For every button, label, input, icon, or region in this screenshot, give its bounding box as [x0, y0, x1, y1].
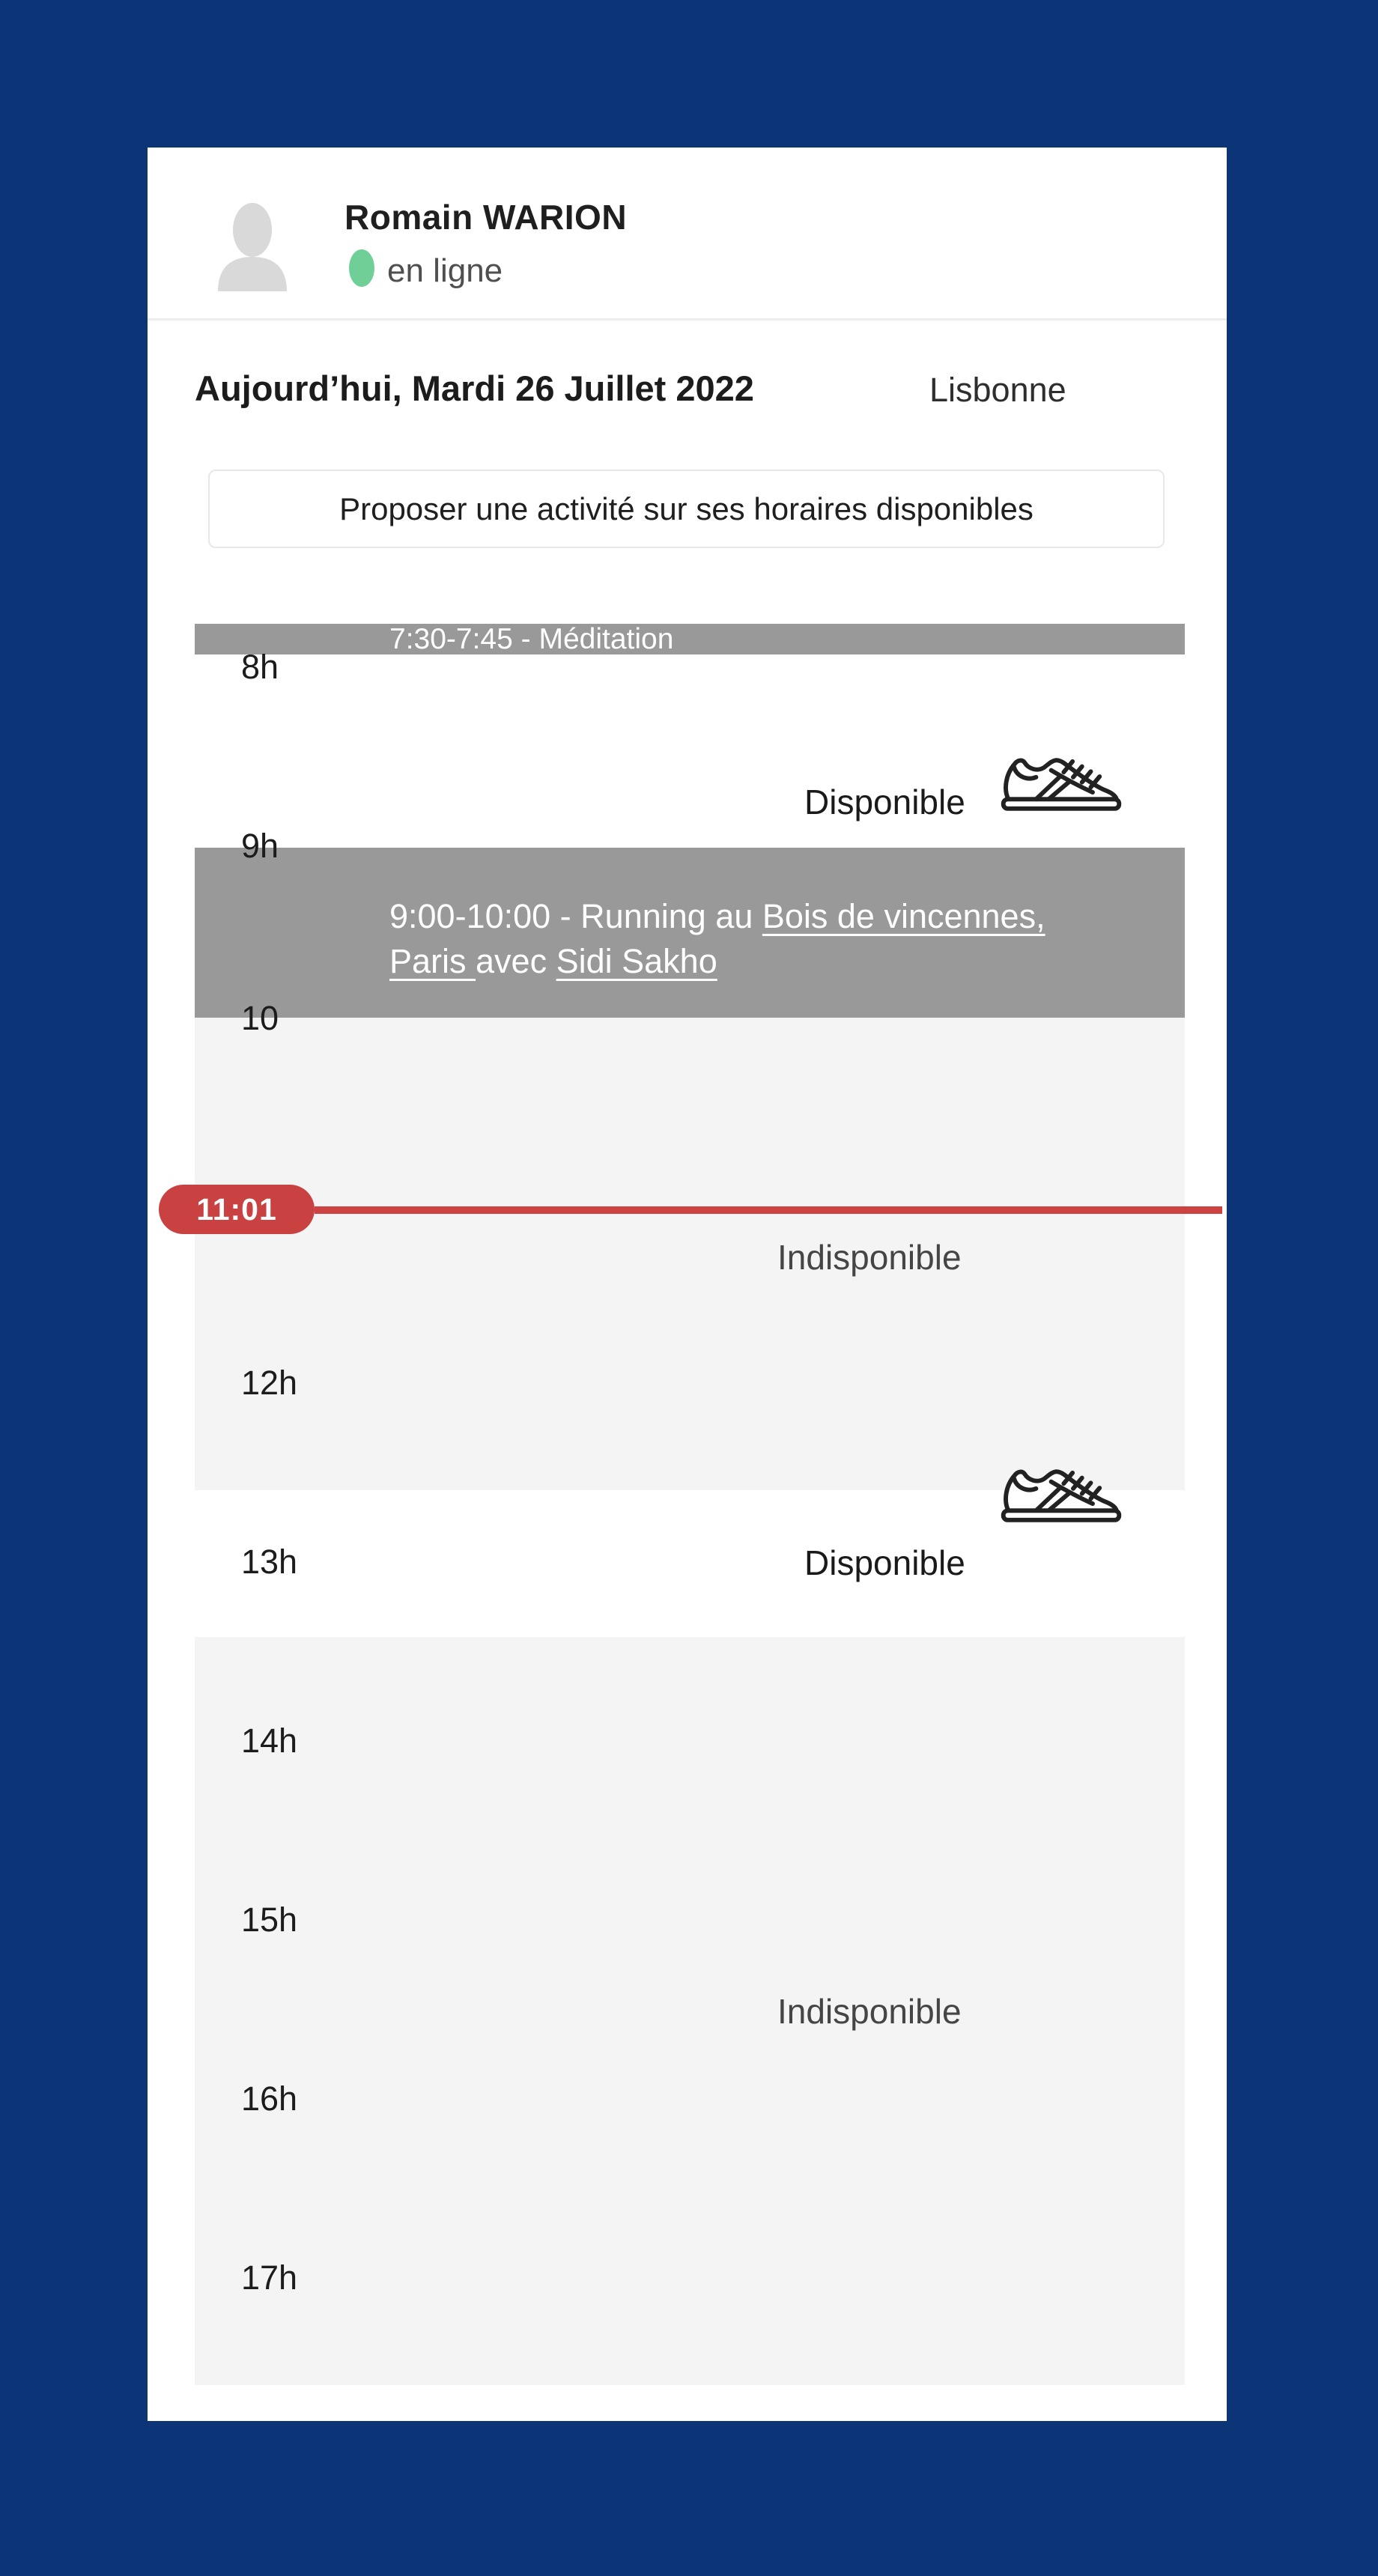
hour-label-15h: 15h: [241, 1901, 298, 1939]
available-label-afternoon: Disponible: [804, 1543, 965, 1582]
hour-label-16h: 16h: [241, 2080, 298, 2118]
header-divider: [148, 318, 1227, 321]
avatar: [215, 201, 290, 291]
unavailable-label-afternoon: Indisponible: [777, 1992, 962, 2031]
online-status-label: en ligne: [387, 252, 503, 289]
hour-label-12h: 12h: [241, 1364, 298, 1402]
hour-label-14h: 14h: [241, 1722, 298, 1760]
event-location-link-2[interactable]: Paris: [389, 942, 476, 980]
current-time-badge: 11:01: [159, 1185, 315, 1234]
hour-label-13h: 13h: [241, 1543, 298, 1581]
current-date-label: Aujourd’hui, Mardi 26 Juillet 2022: [195, 368, 754, 408]
current-time-line: [315, 1206, 1222, 1214]
event-meditation[interactable]: 7:30-7:45 - Méditation: [195, 624, 1185, 654]
event-running[interactable]: [195, 848, 1185, 1018]
event-running-prefix: 9:00-10:00 - Running au: [389, 897, 762, 935]
event-partner-link[interactable]: Sidi Sakho: [556, 942, 717, 980]
running-shoe-icon: [998, 751, 1124, 814]
hour-label-17h: 17h: [241, 2258, 298, 2297]
unavailable-label-midday: Indisponible: [777, 1238, 962, 1277]
unavailable-zone-afternoon: [195, 1637, 1185, 2385]
profile-schedule-card: [148, 148, 1227, 2421]
propose-activity-button[interactable]: Proposer une activité sur ses horaires disponibles: [208, 470, 1165, 548]
online-status-icon: [349, 249, 374, 287]
hour-label-9h: 9h: [241, 827, 279, 865]
city-label: Lisbonne: [929, 371, 1066, 409]
available-label-morning: Disponible: [804, 783, 965, 821]
event-location-link[interactable]: Bois de vincennes,: [762, 897, 1045, 935]
unavailable-zone-midday: [195, 1018, 1185, 1490]
event-running-text: [389, 894, 1138, 984]
hour-label-10h: 10: [241, 999, 279, 1037]
hour-label-8h: 8h: [241, 648, 279, 686]
profile-name: Romain WARION: [344, 198, 628, 237]
event-running-mid: avec: [476, 942, 556, 980]
running-shoe-icon-2: [998, 1462, 1124, 1525]
